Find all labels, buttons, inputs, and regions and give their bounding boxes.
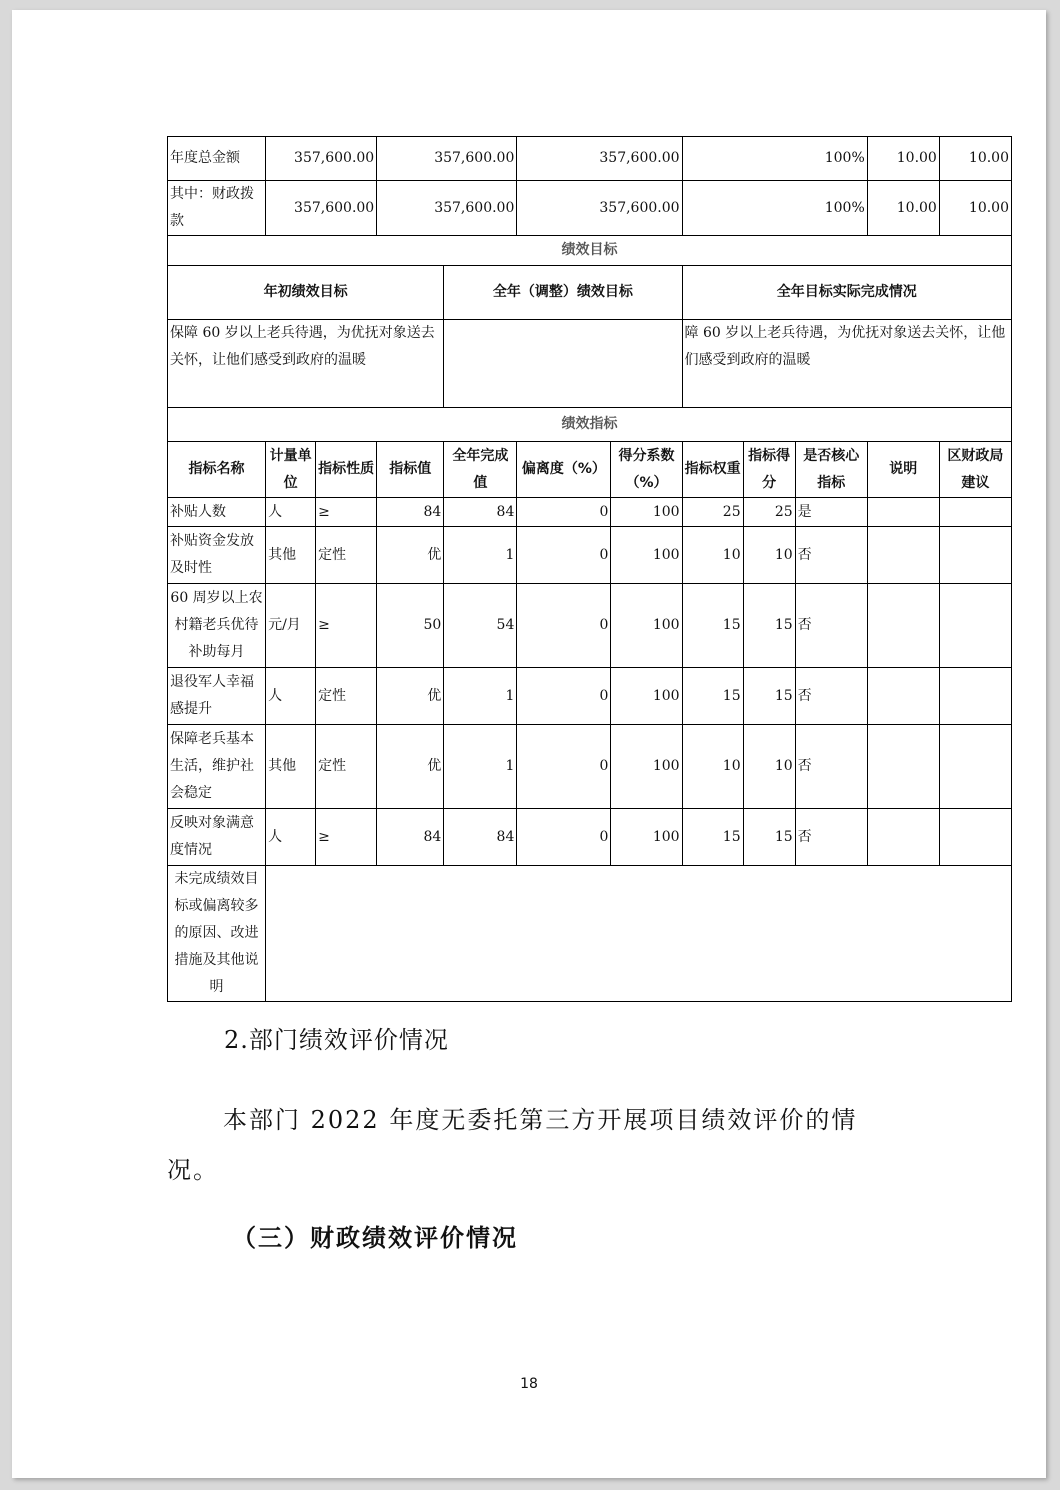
funds-adjusted: 357,600.00 [377,137,517,181]
indicator-value: 优 [377,668,444,725]
section3-heading: （三）财政绩效评价情况 [232,1223,518,1252]
indicator-note [867,527,939,584]
reason-text [266,866,1012,1002]
indicator-core: 否 [795,725,867,809]
indicator-weight: 15 [682,584,743,668]
indicator-advice [939,668,1011,725]
indicator-coef: 100 [611,584,682,668]
header-note: 说明 [867,442,939,498]
indicator-note [867,809,939,866]
indicator-core: 否 [795,809,867,866]
header-name: 指标名称 [168,442,266,498]
table-row [168,527,1012,584]
indicator-advice [939,809,1011,866]
indicator-advice [939,584,1011,668]
funds-rate: 100% [682,181,867,236]
indicator-actual: 1 [444,527,517,584]
indicator-coef: 100 [611,809,682,866]
performance-table [167,136,1012,1002]
indicator-actual: 84 [444,809,517,866]
indicator-name: 反映对象满意度情况 [168,809,266,866]
indicator-coef: 100 [611,668,682,725]
indicator-score: 15 [743,809,795,866]
document-page [12,10,1046,1478]
goals-col-adjusted: 全年（调整）绩效目标 [444,266,682,320]
indicator-name: 补贴人数 [168,498,266,527]
indicators-section-title: 绩效指标 [168,408,1012,442]
table-row [168,809,1012,866]
indicators-header-row [168,442,1012,498]
header-advice: 区财政局建议 [939,442,1011,498]
indicator-nature: 定性 [316,725,377,809]
indicator-weight: 25 [682,498,743,527]
indicator-unit: 人 [266,668,316,725]
funds-label: 年度总金额 [168,137,266,181]
funds-row [168,181,1012,236]
indicator-name: 60 周岁以上农村籍老兵优待补助每月 [168,584,266,668]
indicator-value: 优 [377,725,444,809]
indicator-actual: 1 [444,668,517,725]
indicator-deviation: 0 [517,527,611,584]
indicator-actual: 84 [444,498,517,527]
header-unit: 计量单位 [266,442,316,498]
indicator-deviation: 0 [517,498,611,527]
indicator-value: 优 [377,527,444,584]
indicator-core: 是 [795,498,867,527]
indicator-name: 退役军人幸福感提升 [168,668,266,725]
indicator-score: 10 [743,527,795,584]
indicator-note [867,498,939,527]
funds-label: 其中：财政拨款 [168,181,266,236]
indicator-actual: 54 [444,584,517,668]
indicator-deviation: 0 [517,584,611,668]
header-core: 是否核心指标 [795,442,867,498]
funds-executed: 357,600.00 [517,137,682,181]
indicator-unit: 其他 [266,527,316,584]
indicator-coef: 100 [611,725,682,809]
goals-initial-text: 保障 60 岁以上老兵待遇，为优抚对象送去关怀，让他们感受到政府的温暖 [168,320,444,408]
indicator-weight: 15 [682,668,743,725]
header-deviation: 偏离度（%） [517,442,611,498]
indicator-value: 84 [377,809,444,866]
indicator-nature: ≥ [316,498,377,527]
indicator-core: 否 [795,527,867,584]
indicator-core: 否 [795,668,867,725]
indicator-value: 84 [377,498,444,527]
goals-col-initial: 年初绩效目标 [168,266,444,320]
indicator-note [867,668,939,725]
indicator-unit: 人 [266,809,316,866]
indicator-advice [939,498,1011,527]
funds-adjusted: 357,600.00 [377,181,517,236]
indicator-nature: 定性 [316,668,377,725]
indicator-weight: 15 [682,809,743,866]
header-actual: 全年完成值 [444,442,517,498]
indicator-weight: 10 [682,527,743,584]
reason-row [168,866,1012,1002]
indicator-name: 保障老兵基本生活，维护社会稳定 [168,725,266,809]
header-score: 指标得分 [743,442,795,498]
funds-weight: 10.00 [867,181,939,236]
indicator-deviation: 0 [517,725,611,809]
table-row [168,584,1012,668]
funds-score: 10.00 [939,137,1011,181]
indicator-unit: 其他 [266,725,316,809]
indicator-unit: 元/月 [266,584,316,668]
page-number: 18 [520,1376,538,1392]
funds-row [168,137,1012,181]
section2-heading: 2.部门绩效评价情况 [224,1026,449,1054]
funds-rate: 100% [682,137,867,181]
table-row [168,498,1012,527]
goals-adjusted-text [444,320,682,408]
section2-paragraph: 本部门 2022 年度无委托第三方开展项目绩效评价的情况。 [167,1106,858,1184]
indicator-note [867,584,939,668]
funds-weight: 10.00 [867,137,939,181]
goals-section-title: 绩效目标 [168,236,1012,266]
indicator-name: 补贴资金发放及时性 [168,527,266,584]
indicator-score: 10 [743,725,795,809]
funds-budget: 357,600.00 [266,137,377,181]
header-coef: 得分系数（%） [611,442,682,498]
indicator-value: 50 [377,584,444,668]
header-weight: 指标权重 [682,442,743,498]
indicator-deviation: 0 [517,668,611,725]
indicator-advice [939,725,1011,809]
table-row [168,725,1012,809]
indicator-coef: 100 [611,527,682,584]
table-row [168,668,1012,725]
indicator-coef: 100 [611,498,682,527]
goals-col-actual: 全年目标实际完成情况 [682,266,1011,320]
indicator-nature: 定性 [316,527,377,584]
funds-score: 10.00 [939,181,1011,236]
indicator-note [867,725,939,809]
header-nature: 指标性质 [316,442,377,498]
indicator-advice [939,527,1011,584]
header-value: 指标值 [377,442,444,498]
indicator-core: 否 [795,584,867,668]
indicator-unit: 人 [266,498,316,527]
indicator-nature: ≥ [316,584,377,668]
funds-executed: 357,600.00 [517,181,682,236]
indicator-score: 15 [743,668,795,725]
indicator-deviation: 0 [517,809,611,866]
indicator-actual: 1 [444,725,517,809]
indicator-weight: 10 [682,725,743,809]
reason-label: 未完成绩效目标或偏离较多的原因、改进措施及其他说明 [168,866,266,1002]
indicator-score: 25 [743,498,795,527]
goals-actual-text: 障 60 岁以上老兵待遇，为优抚对象送去关怀，让他们感受到政府的温暖 [682,320,1011,408]
indicator-nature: ≥ [316,809,377,866]
funds-budget: 357,600.00 [266,181,377,236]
indicator-score: 15 [743,584,795,668]
